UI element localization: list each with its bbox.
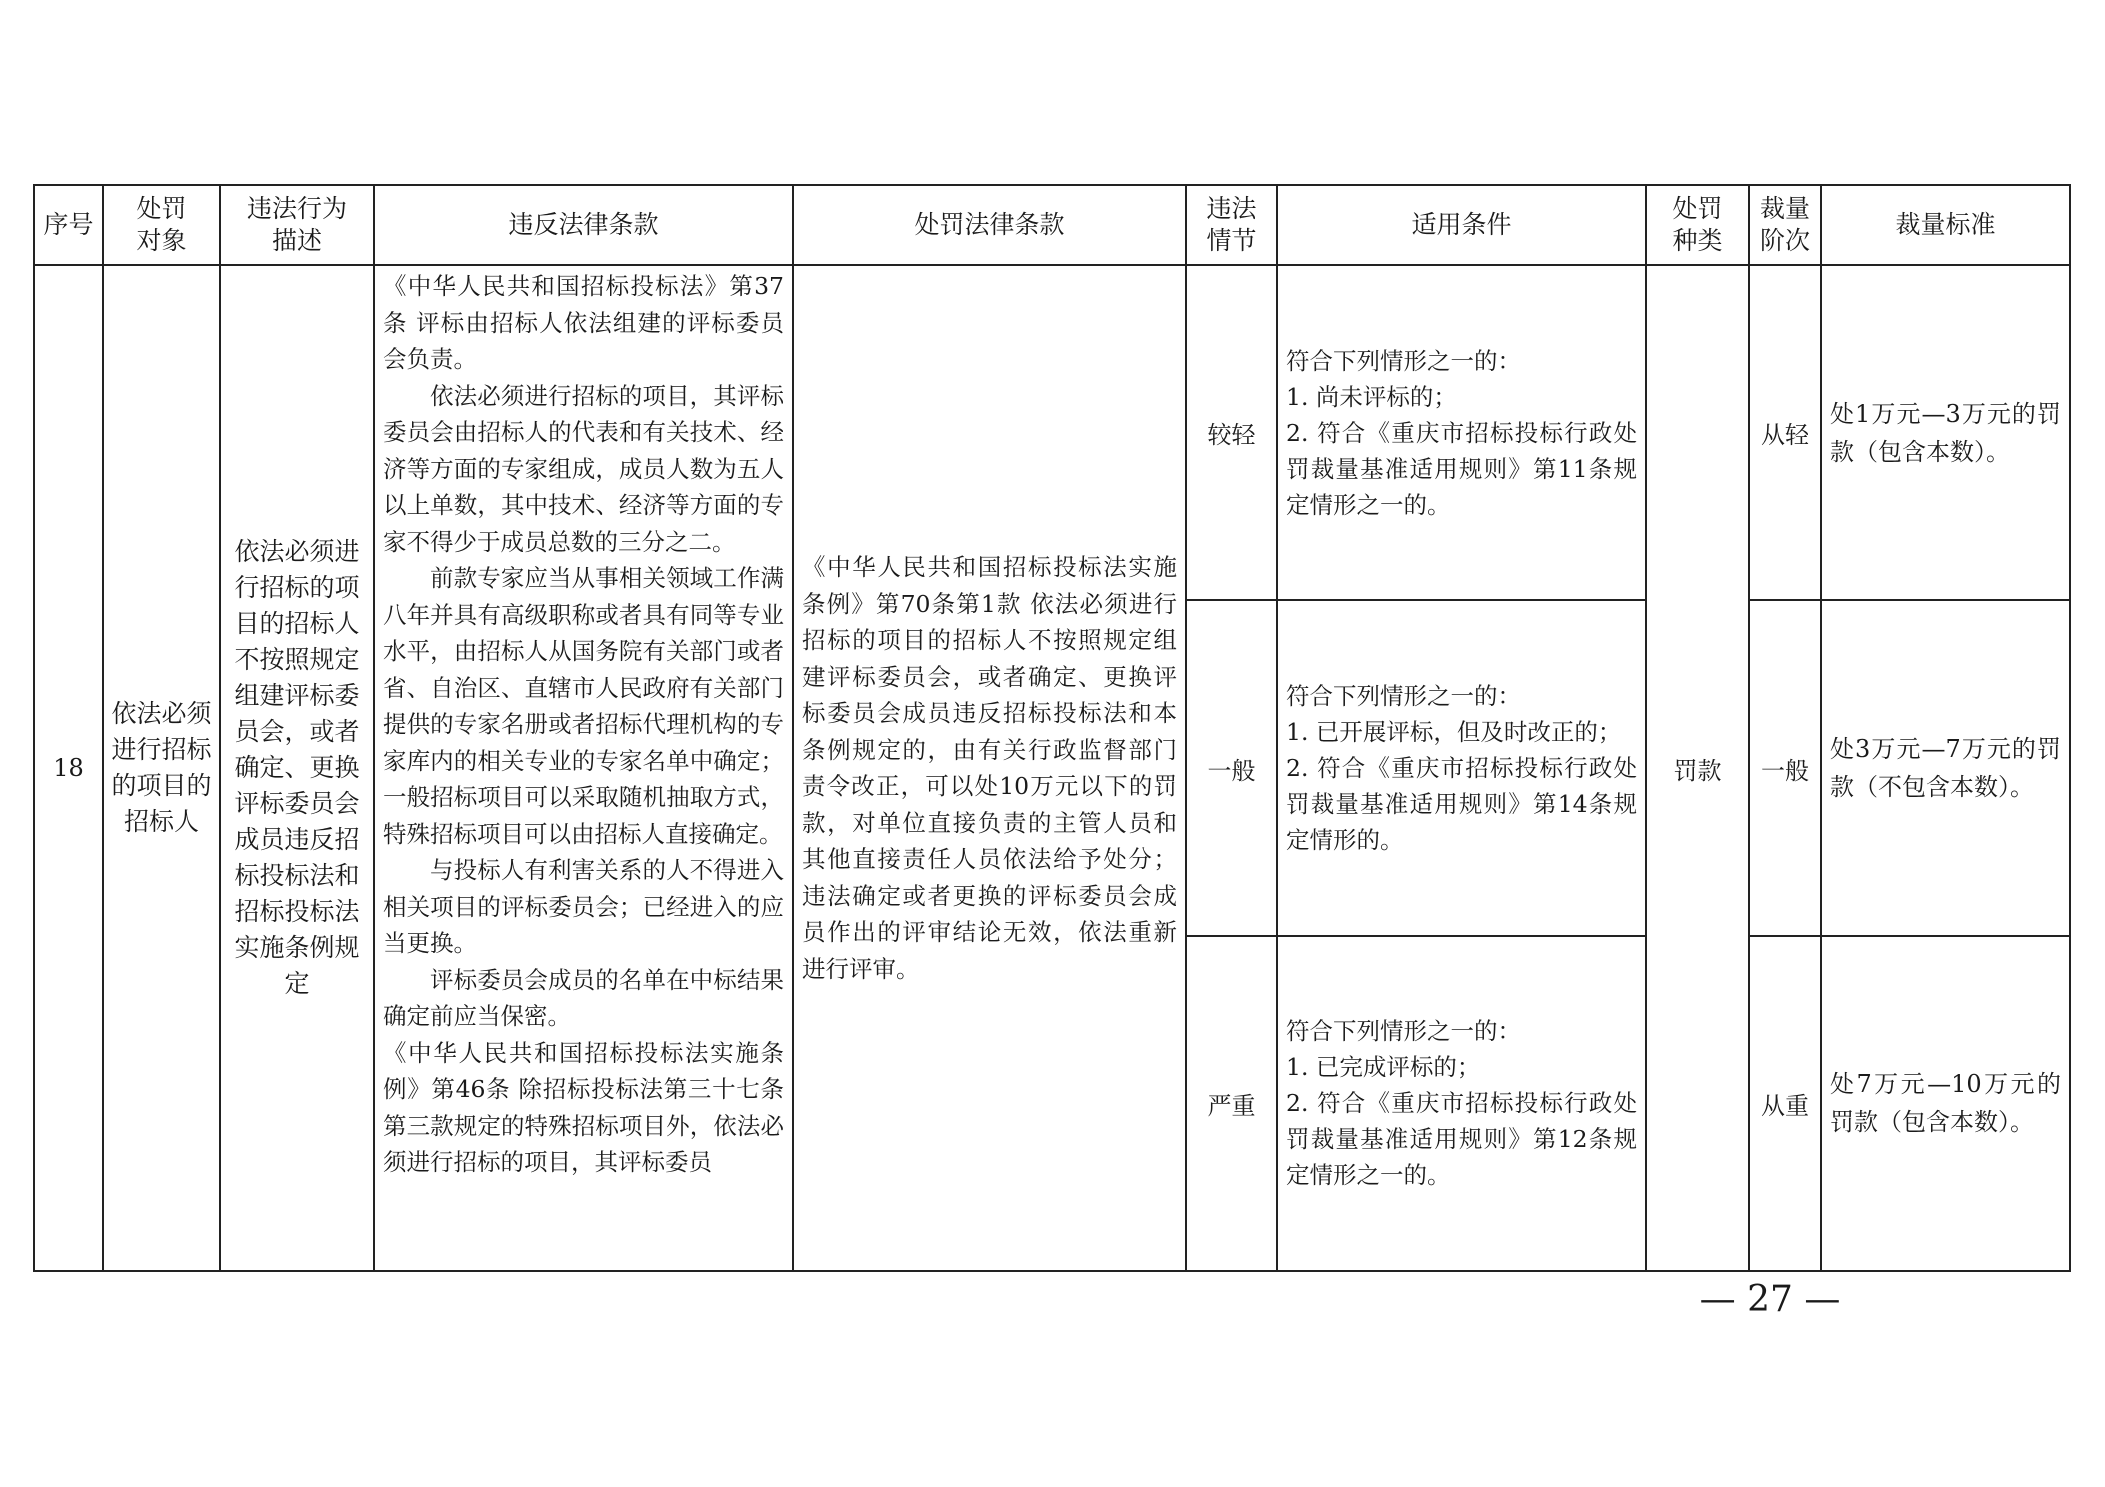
header-violated-law: 违反法律条款 (374, 185, 793, 265)
penalty-law-text: 《中华人民共和国招标投标法实施条例》第70条第1款 依法必须进行招标的项目的招标人不按照规定组建评标委员会，或者确定、更换评标委员会成员违反招标投标法和本条例规定的，由有关行政监督部门责令改正，可以处10万元以下的罚款，对单位直接负责的主管人员和其他直接责任人员依法给予处分；违法确定或者更换的评标委员会成员作出的评审结论无效，依法重新进行评审。 (793, 265, 1186, 1271)
header-level-line-1: 裁量 (1759, 194, 1810, 224)
condition-line: 1. 已完成评标的； (1286, 1053, 1481, 1082)
condition-line: 2. 符合《重庆市招标投标行政处罚裁量基准适用规则》第11条规定情形之一的。 (1286, 418, 1637, 519)
header-plot-line-2: 情节 (1206, 226, 1257, 256)
header-subject-line-2: 对象 (136, 226, 187, 256)
penalty-kind: 罚款 (1646, 265, 1749, 1271)
table-row (34, 265, 2070, 600)
header-kind (1646, 185, 1749, 265)
page-number: — 27 — (1699, 1279, 1841, 1320)
level-normal: 一般 (1749, 600, 1821, 935)
level-severe: 从重 (1749, 936, 1821, 1271)
law-paragraph: 评标委员会成员的名单在中标结果确定前应当保密。 (383, 965, 784, 1031)
header-kind-line-1: 处罚 (1672, 194, 1723, 224)
header-conditions: 适用条件 (1277, 185, 1646, 265)
header-behavior-line-2: 描述 (271, 226, 322, 256)
header-level-line-2: 阶次 (1759, 226, 1810, 256)
header-index: 序号 (34, 185, 103, 265)
violated-law-paragraphs (383, 268, 784, 1268)
law-paragraph: 《中华人民共和国招标投标法》第37条 评标由招标人依法组建的评标委员会负责。 (383, 272, 784, 374)
condition-line: 符合下列情形之一的： (1286, 682, 1521, 710)
header-subject-line-1: 处罚 (136, 194, 187, 224)
header-behavior (220, 185, 374, 265)
header-kind-line-2: 种类 (1672, 226, 1723, 256)
level-light: 从轻 (1749, 265, 1821, 600)
law-paragraph: 《中华人民共和国招标投标法实施条例》第46条 除招标投标法第三十七条第三款规定的特殊招标项目外，依法必须进行招标的项目，其评标委员 (383, 1038, 784, 1177)
law-paragraph: 依法必须进行招标的项目，其评标委员会由招标人的代表和有关技术、经济等方面的专家组成，成员人数为五人以上单数，其中技术、经济等方面的专家不得少于成员总数的三分之二。 (383, 381, 784, 556)
standard-severe: 处7万元—10万元的罚款（包含本数）。 (1821, 936, 2070, 1271)
condition-line: 1. 已开展评标，但及时改正的； (1286, 718, 1622, 746)
header-behavior-line-1: 违法行为 (246, 194, 347, 224)
penalty-discretion-table (33, 184, 2071, 1272)
condition-line: 符合下列情形之一的： (1286, 1017, 1521, 1046)
conditions-normal (1277, 600, 1646, 935)
conditions-light (1277, 265, 1646, 600)
condition-line: 符合下列情形之一的： (1286, 346, 1521, 375)
header-plot (1186, 185, 1277, 265)
law-paragraph: 与投标人有利害关系的人不得进入相关项目的评标委员会；已经进入的应当更换。 (383, 856, 784, 958)
condition-line: 1. 尚未评标的； (1286, 382, 1457, 411)
violation-description: 依法必须进行招标的项目的招标人不按照规定组建评标委员会，或者确定、更换评标委员会成员违反招标投标法和招标投标法实施条例规定 (220, 265, 374, 1271)
row-index: 18 (34, 265, 103, 1271)
conditions-severe (1277, 936, 1646, 1271)
condition-line: 2. 符合《重庆市招标投标行政处罚裁量基准适用规则》第14条规定情形的。 (1286, 754, 1637, 854)
header-standard: 裁量标准 (1821, 185, 2070, 265)
header-level (1749, 185, 1821, 265)
header-penalty-law: 处罚法律条款 (793, 185, 1186, 265)
header-subject (103, 185, 220, 265)
violated-law-text (374, 265, 793, 1271)
table-header-row (34, 185, 2070, 265)
standard-normal: 处3万元—7万元的罚款（不包含本数）。 (1821, 600, 2070, 935)
plot-severe: 严重 (1186, 936, 1277, 1271)
penalty-subject: 依法必须进行招标的项目的招标人 (103, 265, 220, 1271)
law-paragraph: 前款专家应当从事相关领域工作满八年并具有高级职称或者具有同等专业水平，由招标人从国务院有关部门或者省、自治区、直辖市人民政府有关部门提供的专家名册或者招标代理机构的专家库内的相关专业的专家名单中确定；一般招标项目可以采取随机抽取方式，特殊招标项目可以由招标人直接确定。 (383, 564, 784, 848)
condition-line: 2. 符合《重庆市招标投标行政处罚裁量基准适用规则》第12条规定情形之一的。 (1286, 1089, 1637, 1190)
plot-normal: 一般 (1186, 600, 1277, 935)
standard-light: 处1万元—3万元的罚款（包含本数）。 (1821, 265, 2070, 600)
header-plot-line-1: 违法 (1206, 194, 1257, 224)
plot-light: 较轻 (1186, 265, 1277, 600)
